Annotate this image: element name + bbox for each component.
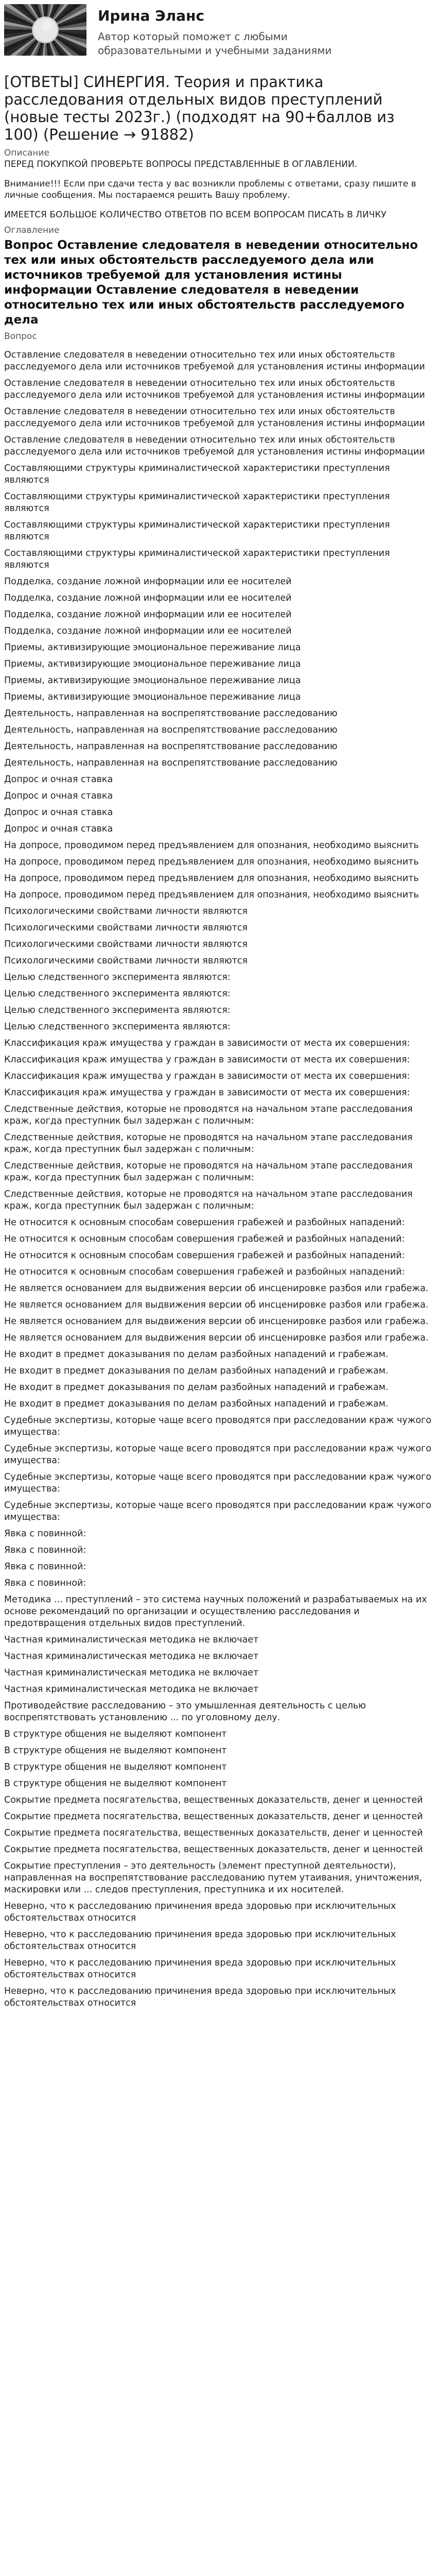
question-item: Частная криминалистическая методика не включает	[4, 1684, 259, 1694]
question-item: Сокрытие предмета посягательства, вещественных доказательств, денег и ценностей	[4, 1844, 423, 1855]
question-item: Явка с повинной:	[4, 1545, 86, 1555]
author-description: Автор который поможет с любыми образовательными и учебными заданиями	[98, 30, 332, 57]
question-item: Не входит в предмет доказывания по делам разбойных нападений и грабежам.	[4, 1399, 389, 1409]
question-item: Приемы, активизирующие эмоциональное переживание лица	[4, 659, 301, 669]
question-item: Приемы, активизирующие эмоциональное переживание лица	[4, 692, 301, 702]
description-line-2: Внимание!!! Если при сдачи теста у вас возникли проблемы с ответами, сразу пишите в личные сообщения. Мы постараемся решить Вашу проблему.	[4, 179, 416, 200]
question-item: Противодействие расследованию – это умышленная деятельность с целью воспрепятствовать установлению ... по уголовному делу.	[4, 1701, 366, 1723]
question-item: Методика ... преступлений – это система научных положений и разрабатываемых на их основе рекомендаций по организации и осуществлению расследования и предотвращения отдельных видов преступлений.	[4, 1595, 427, 1629]
question-item: Сокрытие предмета посягательства, вещественных доказательств, денег и ценностей	[4, 1828, 423, 1838]
question-item: Деятельность, направленная на воспрепятствование расследованию	[4, 741, 338, 752]
avatar[interactable]	[4, 4, 86, 56]
question-item: Допрос и очная ставка	[4, 807, 113, 818]
description-line-3: ИМЕЕТСЯ БОЛЬШОЕ КОЛИЧЕСТВО ОТВЕТОВ ПО ВСЕМ ВОПРОСАМ ПИСАТЬ В ЛИЧКУ	[4, 210, 387, 220]
question-item: Классификация краж имущества у граждан в зависимости от места их совершения:	[4, 1088, 410, 1098]
question-item: Целью следственного эксперимента являются:	[4, 972, 231, 982]
question-item: На допросе, проводимом перед предъявлением для опознания, необходимо выяснить	[4, 890, 419, 900]
question-item: На допросе, проводимом перед предъявлением для опознания, необходимо выяснить	[4, 857, 419, 867]
question-item: Допрос и очная ставка	[4, 824, 113, 834]
author-name[interactable]: Ирина Эланс	[98, 7, 204, 24]
question-item: На допросе, проводимом перед предъявлением для опознания, необходимо выяснить	[4, 840, 419, 851]
question-item: Подделка, создание ложной информации или ее носителей	[4, 577, 292, 587]
question-item: Классификация краж имущества у граждан в зависимости от места их совершения:	[4, 1055, 410, 1065]
question-item: Неверно, что к расследованию причинения вреда здоровью при исключительных обстоятельствах относится	[4, 1958, 396, 1980]
question-item: Неверно, что к расследованию причинения вреда здоровью при исключительных обстоятельствах относится	[4, 1901, 396, 1923]
question-item: Подделка, создание ложной информации или ее носителей	[4, 609, 292, 620]
question-item: Явка с повинной:	[4, 1529, 86, 1539]
question-item: Составляющими структуры криминалистической характеристики преступления являются	[4, 520, 390, 542]
description-label: Описание	[4, 148, 49, 158]
question-item: Целью следственного эксперимента являются:	[4, 1005, 231, 1015]
question-item: Не входит в предмет доказывания по делам разбойных нападений и грабежам.	[4, 1366, 389, 1376]
description-line-1: ПЕРЕД ПОКУПКОЙ ПРОВЕРЬТЕ ВОПРОСЫ ПРЕДСТАВЛЕННЫЕ В ОГЛАВЛЕНИИ.	[4, 159, 358, 170]
question-item: Сокрытие предмета посягательства, вещественных доказательств, денег и ценностей	[4, 1795, 423, 1805]
question-item: Подделка, создание ложной информации или ее носителей	[4, 626, 292, 636]
question-item: Деятельность, направленная на воспрепятствование расследованию	[4, 758, 338, 768]
question-item: Судебные экспертизы, которые чаще всего проводятся при расследовании краж чужого имущества:	[4, 1415, 431, 1437]
question-item: Судебные экспертизы, которые чаще всего проводятся при расследовании краж чужого имущества:	[4, 1472, 431, 1494]
question-item: Не является основанием для выдвижения версии об инсценировке разбоя или грабежа.	[4, 1333, 429, 1343]
question-item: Деятельность, направленная на воспрепятствование расследованию	[4, 708, 338, 719]
question-item: Оставление следователя в неведении относительно тех или иных обстоятельств расследуемого дела или источников требуемой для установления истины информации	[4, 435, 425, 457]
question-item: Деятельность, направленная на воспрепятствование расследованию	[4, 725, 338, 735]
question-item: Сокрытие преступления – это деятельность (элемент преступной деятельности), направленная на воспрепятствование расследованию путем утаивания, уничтожения, маскировки или ... следов преступления, преступника и их носителей.	[4, 1861, 422, 1895]
question-item: Частная криминалистическая методика не включает	[4, 1651, 259, 1662]
question-item: Допрос и очная ставка	[4, 791, 113, 801]
question-item: Не входит в предмет доказывания по делам разбойных нападений и грабежам.	[4, 1349, 389, 1360]
question-item: Приемы, активизирующие эмоциональное переживание лица	[4, 642, 301, 653]
question-item: В структуре общения не выделяют компонент	[4, 1745, 227, 1756]
question-item: Следственные действия, которые не проводятся на начальном этапе расследования краж, когда преступник был задержан с поличным:	[4, 1161, 413, 1183]
question-item: Сокрытие предмета посягательства, вещественных доказательств, денег и ценностей	[4, 1811, 423, 1822]
question-item: Не является основанием для выдвижения версии об инсценировке разбоя или грабежа.	[4, 1283, 429, 1294]
question-item: Оставление следователя в неведении относительно тех или иных обстоятельств расследуемого дела или источников требуемой для установления истины информации	[4, 378, 425, 400]
question-item: Психологическими свойствами личности являются	[4, 906, 248, 917]
question-item: В структуре общения не выделяют компонент	[4, 1762, 227, 1772]
question-item: Не относится к основным способам совершения грабежей и разбойных нападений:	[4, 1234, 405, 1244]
question-item: Явка с повинной:	[4, 1562, 86, 1572]
question-item: Оставление следователя в неведении относительно тех или иных обстоятельств расследуемого дела или источников требуемой для установления истины информации	[4, 406, 425, 429]
question-list	[4, 349, 432, 2009]
question-item: Допрос и очная ставка	[4, 774, 113, 785]
question-item: Не относится к основным способам совершения грабежей и разбойных нападений:	[4, 1267, 405, 1277]
question-item: Психологическими свойствами личности являются	[4, 956, 248, 966]
question-item: Психологическими свойствами личности являются	[4, 939, 248, 950]
question-item: На допросе, проводимом перед предъявлением для опознания, необходимо выяснить	[4, 873, 419, 884]
question-item: Не является основанием для выдвижения версии об инсценировке разбоя или грабежа.	[4, 1300, 429, 1310]
question-item: Приемы, активизирующие эмоциональное переживание лица	[4, 675, 301, 686]
question-item: Целью следственного эксперимента являются:	[4, 1022, 231, 1032]
question-item: Следственные действия, которые не проводятся на начальном этапе расследования краж, когда преступник был задержан с поличным:	[4, 1132, 413, 1155]
question-item: Не входит в предмет доказывания по делам разбойных нападений и грабежам.	[4, 1382, 389, 1393]
question-item: Явка с повинной:	[4, 1578, 86, 1588]
question-item: Составляющими структуры криминалистической характеристики преступления являются	[4, 548, 390, 570]
question-item: Неверно, что к расследованию причинения вреда здоровью при исключительных обстоятельствах относится	[4, 1986, 396, 2008]
question-item: Частная криминалистическая методика не включает	[4, 1668, 259, 1678]
question-item: Психологическими свойствами личности являются	[4, 923, 248, 933]
page-title: [ОТВЕТЫ] СИНЕРГИЯ. Теория и практика расследования отдельных видов преступлений (новые тесты 2023г.) (подходят на 90+баллов из 100) (Решение → 91882)	[4, 73, 395, 143]
question-item: Классификация краж имущества у граждан в зависимости от места их совершения:	[4, 1038, 410, 1048]
question-item: Составляющими структуры криминалистической характеристики преступления являются	[4, 463, 390, 485]
question-item: Неверно, что к расследованию причинения вреда здоровью при исключительных обстоятельствах относится	[4, 1929, 396, 1952]
question-item: Не является основанием для выдвижения версии об инсценировке разбоя или грабежа.	[4, 1316, 429, 1327]
question-item: Подделка, создание ложной информации или ее носителей	[4, 593, 292, 603]
question-item: Частная криминалистическая методика не включает	[4, 1635, 259, 1645]
author-info	[98, 4, 386, 58]
question-item: Судебные экспертизы, которые чаще всего проводятся при расследовании краж чужого имущества:	[4, 1500, 431, 1522]
question-item: Следственные действия, которые не проводятся на начальном этапе расследования краж, когда преступник был задержан с поличным:	[4, 1104, 413, 1126]
author-block	[4, 0, 432, 58]
question-item: В структуре общения не выделяют компонент	[4, 1729, 227, 1739]
question-item: В структуре общения не выделяют компонент	[4, 1778, 227, 1789]
question-item: Классификация краж имущества у граждан в зависимости от места их совершения:	[4, 1071, 410, 1081]
question-item: Составляющими структуры криминалистической характеристики преступления являются	[4, 492, 390, 514]
question-item: Следственные действия, которые не проводятся на начальном этапе расследования краж, когда преступник был задержан с поличным:	[4, 1189, 413, 1211]
question-item: Судебные экспертизы, которые чаще всего проводятся при расследовании краж чужого имущества:	[4, 1444, 431, 1466]
toc-label: Оглавление	[4, 225, 60, 235]
question-item: Целью следственного эксперимента являются:	[4, 989, 231, 999]
questions-label: Вопрос	[4, 331, 37, 342]
question-item: Оставление следователя в неведении относительно тех или иных обстоятельств расследуемого дела или источников требуемой для установления истины информации	[4, 350, 425, 372]
question-item: Не относится к основным способам совершения грабежей и разбойных нападений:	[4, 1217, 405, 1228]
toc-title: Вопрос Оставление следователя в неведении относительно тех или иных обстоятельств расследуемого дела или источников требуемой для установления истины информации Оставление следователя в неведении относительно тех или иных обстоятельств расследуемого дела	[4, 239, 418, 327]
question-item: Не относится к основным способам совершения грабежей и разбойных нападений:	[4, 1250, 405, 1261]
